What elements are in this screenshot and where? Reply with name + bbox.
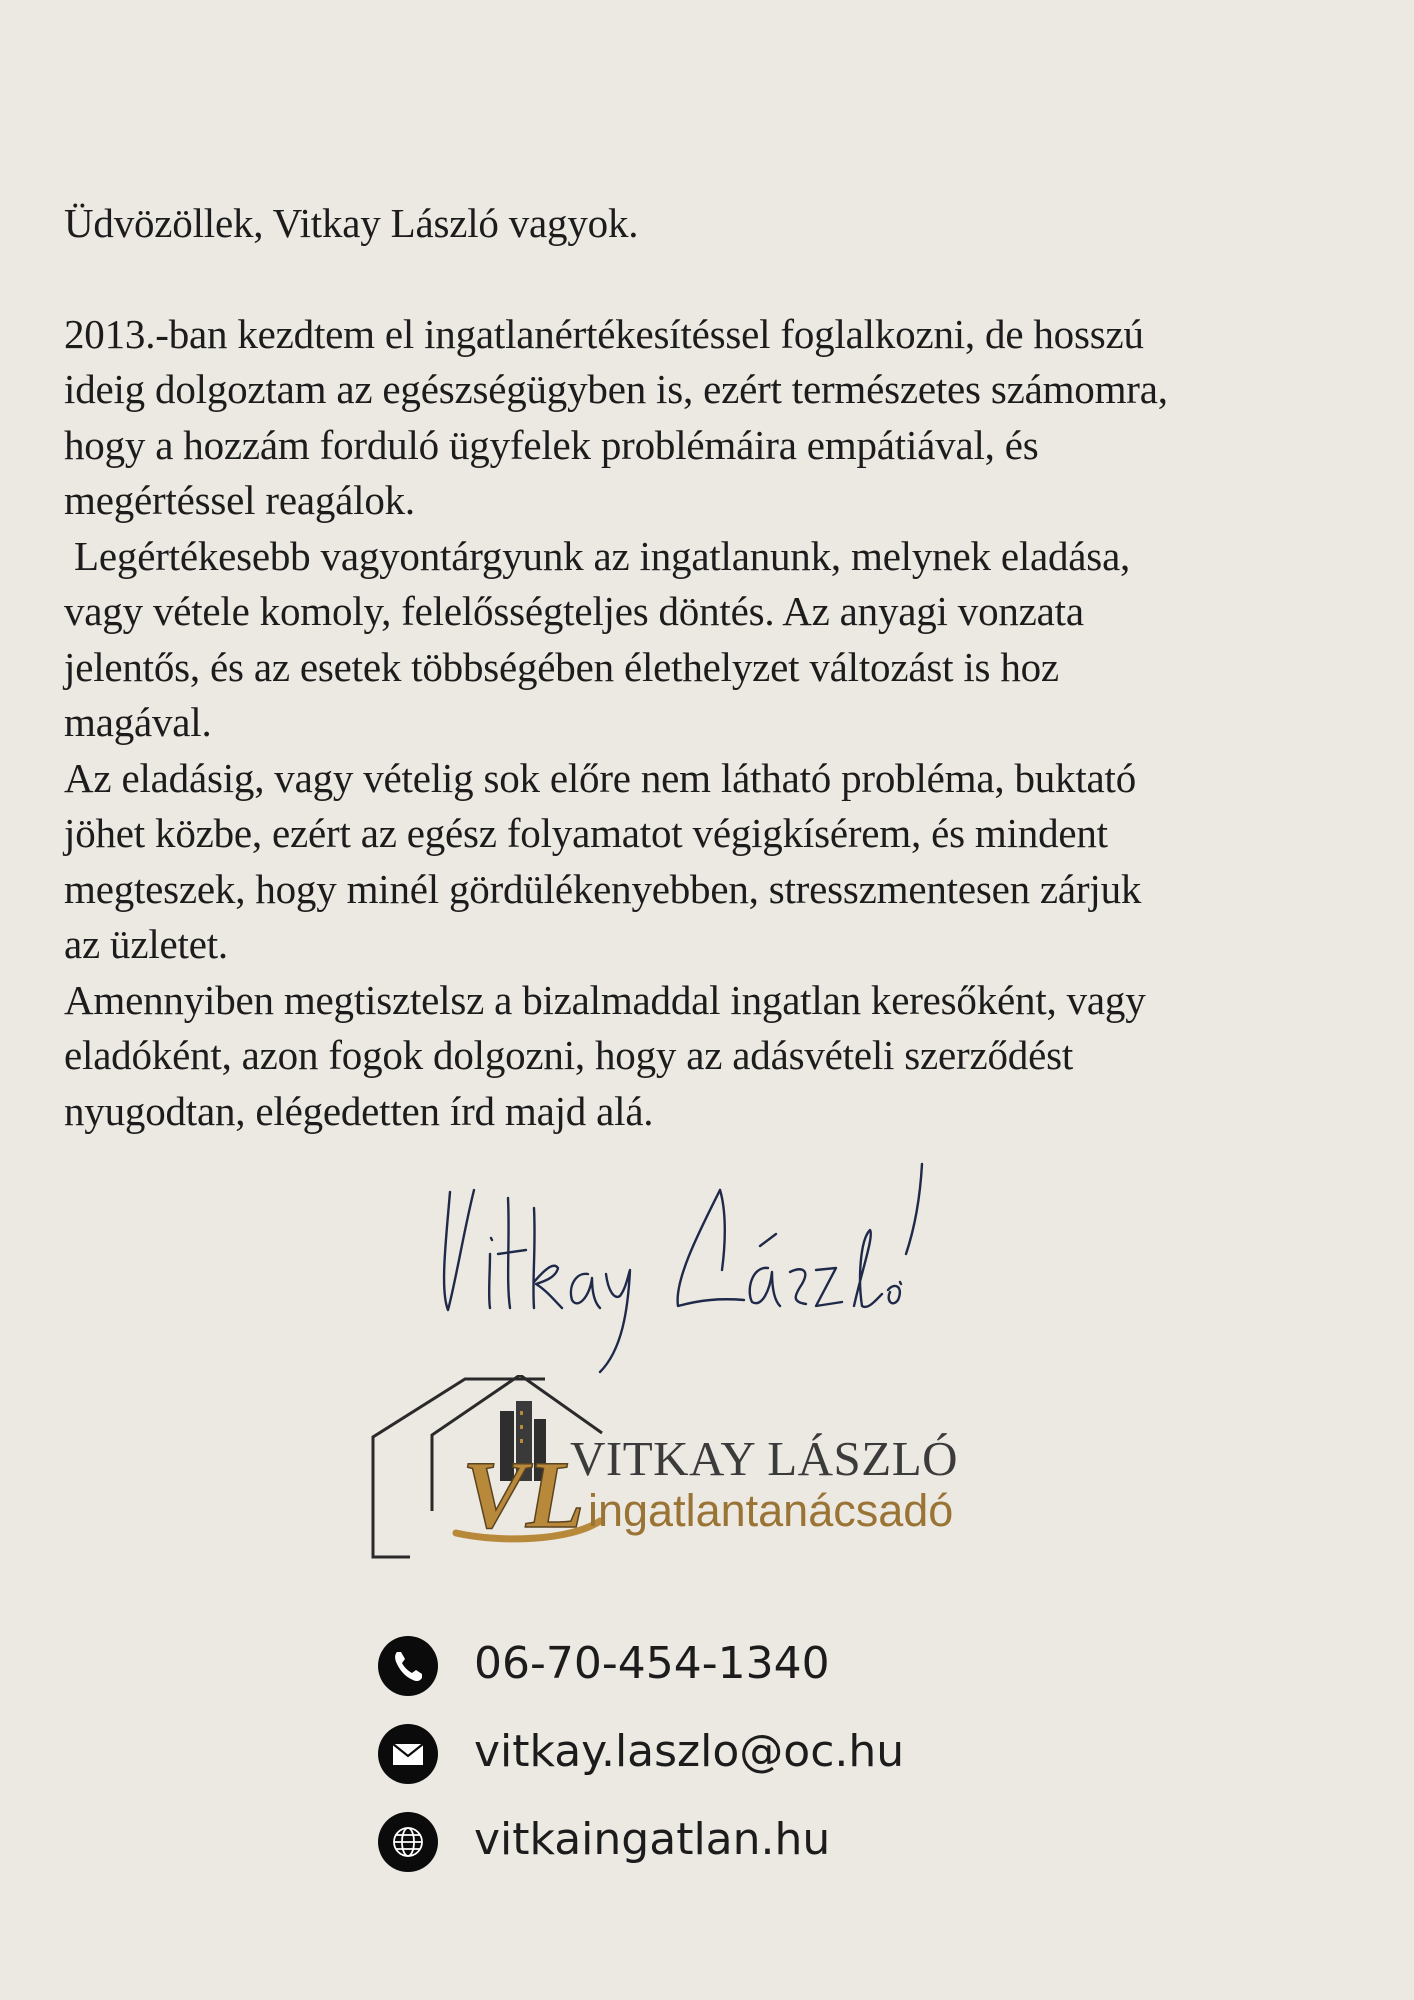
globe-icon [378,1812,438,1872]
phone-icon [378,1636,438,1696]
logo-name: VITKAY LÁSZLÓ [570,1431,959,1486]
logo-monogram: VL [462,1441,585,1548]
letter-line: magával. [64,699,212,745]
letter-line: megteszek, hogy minél gördülékenyebben, stresszmentesen zárjuk [64,865,1142,912]
letter-line: hogy a hozzám forduló ügyfelek problémáira empátiával, és [64,421,1039,468]
letter-line: megértéssel reagálok. [64,477,415,523]
letter-line: jelentős, és az esetek többségében élethelyzet változást is hoz [64,643,1059,690]
letter-line: vagy vétele komoly, felelősségteljes döntés. Az anyagi vonzata [64,588,1084,634]
letter-line: Az eladásig, vagy vételig sok előre nem látható probléma, buktató [64,754,1137,801]
letter-line: Legértékesebb vagyontárgyunk az ingatlanunk, melynek eladása, [64,532,1131,579]
letter-line: Amennyiben megtisztelsz a bizalmaddal ingatlan keresőként, vagy [64,976,1146,1023]
handwritten-signature [430,1150,970,1380]
greeting: Üdvözöllek, Vitkay László vagyok. [64,200,639,246]
letter-line: az üzletet. [64,921,228,967]
paragraph-gap [64,252,1364,307]
letter-line: eladóként, azon fogok dolgozni, hogy az adásvételi szerződést [64,1032,1074,1078]
logo-subtitle: ingatlantanácsadó [588,1485,954,1536]
phone-number[interactable]: 06-70-454-1340 [474,1638,830,1689]
company-logo [370,1375,990,1565]
letter-body [64,196,1364,1139]
letter-line: nyugodtan, elégedetten írd majd alá. [64,1087,654,1134]
envelope-icon [378,1724,438,1784]
letter-line: jöhet közbe, ezért az egész folyamatot végigkísérem, és mindent [64,810,1108,856]
letter-line: ideig dolgoztam az egészségügyben is, ezért természetes számomra, [64,366,1168,412]
website-link[interactable]: vitkaingatlan.hu [474,1814,831,1865]
letter-line: 2013.-ban kezdtem el ingatlanértékesítéssel foglalkozni, de hosszú [64,310,1144,357]
email-address[interactable]: vitkay.laszlo@oc.hu [474,1726,905,1777]
